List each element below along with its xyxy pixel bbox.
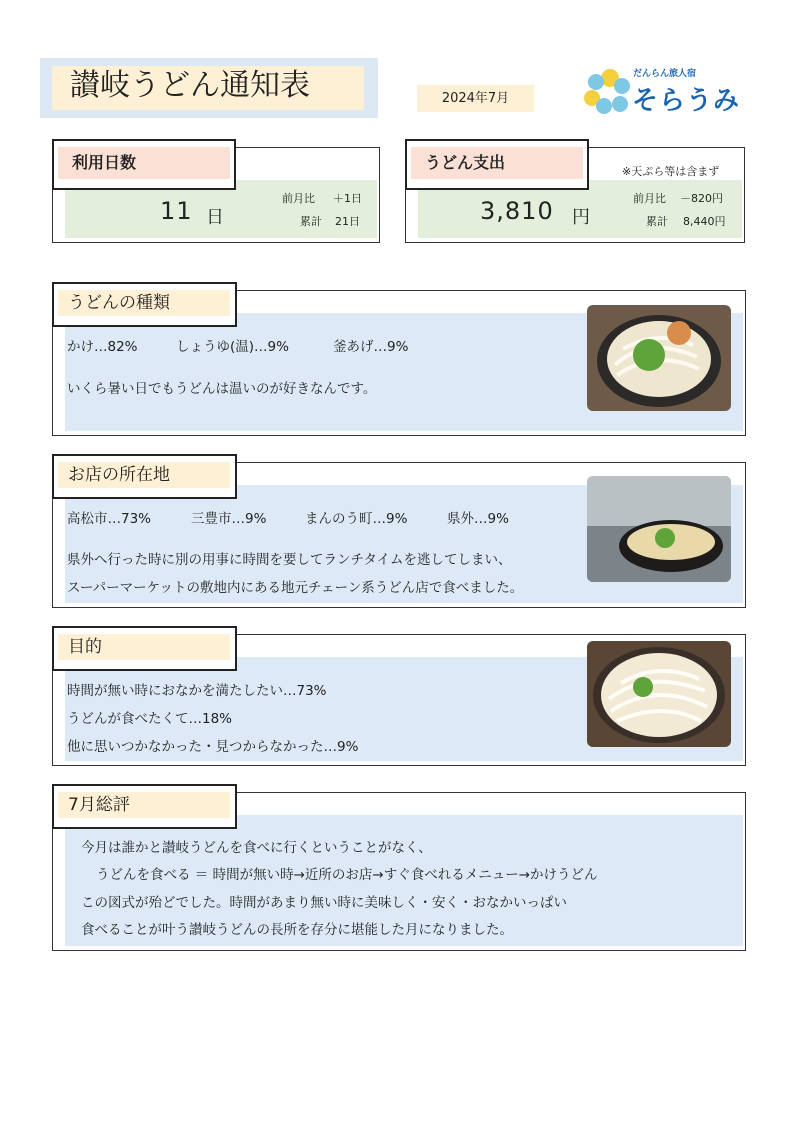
udon-photo-kake <box>587 305 731 411</box>
summary-line-1: 今月は誰かと讃岐うどんを食べに行くということがなく、 <box>81 840 432 856</box>
location-tag <box>52 454 237 499</box>
spend-mom-value: －820円 <box>680 192 723 205</box>
report-month: 2024年7月 <box>417 85 534 112</box>
summary-tag <box>52 784 237 829</box>
days-unit: 日 <box>206 207 224 228</box>
udon-photo-bowl <box>587 641 731 747</box>
location-title: お店の所在地 <box>58 462 230 488</box>
location-comment-1: 県外へ行った時に別の用事に時間を要してランチタイムを逃してしまい、 <box>67 552 512 568</box>
type-item-shoyu: しょうゆ(温)…9% <box>176 339 289 355</box>
days-total-value: 21日 <box>335 215 360 228</box>
type-item-kamaage: 釜あげ…9% <box>333 339 409 355</box>
summary-line-4: 食べることが叶う讃岐うどんの長所を存分に堪能した月になりました。 <box>81 922 513 938</box>
summary-line-2: うどんを食べる ＝ 時間が無い時→近所のお店→すぐ食べれるメニュー→かけうどん <box>96 867 598 883</box>
spend-value: 3,810 <box>480 197 554 225</box>
days-card-label: 利用日数 <box>58 147 230 179</box>
purpose-tag <box>52 626 237 671</box>
days-value: 11 <box>160 197 193 225</box>
summary-line-3: この図式が殆どでした。時間があまり無い時に美味しく・安く・おなかいっぱい <box>81 895 567 911</box>
logo-name: そらうみ <box>632 86 741 116</box>
spend-note: ※天ぷら等は含まず <box>622 165 720 178</box>
purpose-line-3: 他に思いつかなかった・見つからなかった…9% <box>67 739 359 755</box>
spend-total-label: 累計 <box>646 215 668 228</box>
udon-photo-outdoor <box>587 476 731 582</box>
udon-bowl-icon <box>587 641 731 747</box>
location-comment-2: スーパーマーケットの敷地内にある地元チェーン系うどん店で食べました。 <box>67 580 524 596</box>
page-title: 讃岐うどん通知表 <box>70 68 310 103</box>
location-item-mitoyo: 三豊市…9% <box>191 511 267 527</box>
location-item-takamatsu: 高松市…73% <box>67 511 152 527</box>
types-tag <box>52 282 237 327</box>
location-item-manno: まんのう町…9% <box>305 511 408 527</box>
summary-title: 7月総評 <box>58 792 230 818</box>
days-mom-label: 前月比 <box>282 192 315 205</box>
types-title: うどんの種類 <box>58 290 230 316</box>
purpose-title: 目的 <box>58 634 230 660</box>
udon-bowl-icon <box>587 476 731 582</box>
types-comment: いくら暑い日でもうどんは温いのが好きなんです。 <box>67 381 377 397</box>
spend-card-label: うどん支出 <box>411 147 583 179</box>
days-mom-value: ＋1日 <box>333 192 362 205</box>
spend-card-tag <box>405 139 589 190</box>
location-item-outside: 県外…9% <box>447 511 509 527</box>
udon-bowl-icon <box>587 305 731 411</box>
days-card-tag <box>52 139 236 190</box>
type-item-kake: かけ…82% <box>67 339 138 355</box>
purpose-line-1: 時間が無い時におなかを満たしたい…73% <box>67 683 327 699</box>
logo-subtitle: だんらん旅人宿 <box>633 69 697 79</box>
logo-bubbles-icon <box>578 60 638 120</box>
purpose-line-2: うどんが食べたくて…18% <box>67 711 233 727</box>
spend-total-value: 8,440円 <box>683 215 726 228</box>
days-total-label: 累計 <box>300 215 322 228</box>
spend-unit: 円 <box>572 207 590 228</box>
spend-mom-label: 前月比 <box>633 192 666 205</box>
